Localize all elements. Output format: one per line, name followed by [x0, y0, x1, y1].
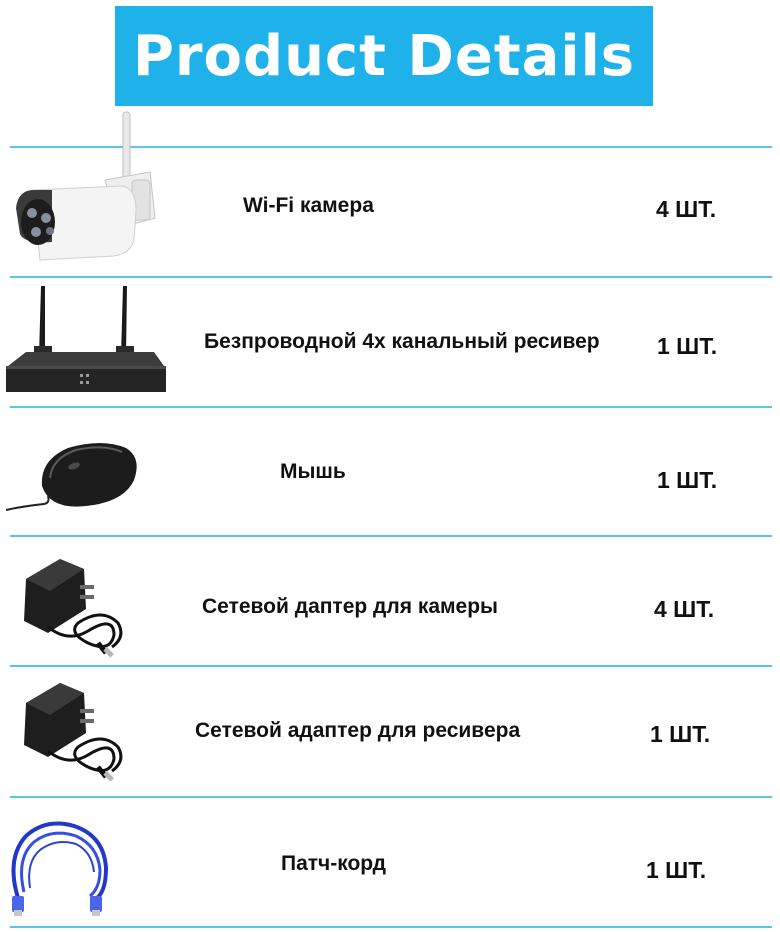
list-item — [0, 798, 780, 926]
item-quantity: 1 ШТ. — [657, 467, 718, 493]
header-banner — [115, 6, 653, 106]
divider — [10, 926, 772, 928]
list-item — [0, 537, 780, 665]
item-quantity: 1 ШТ. — [646, 857, 707, 883]
list-item — [0, 667, 780, 796]
item-name: Сетевой адаптер для ресивера — [195, 719, 521, 742]
power-adapter-icon — [18, 681, 128, 785]
page-title: Product Details — [132, 23, 636, 89]
nvr-receiver-icon — [4, 282, 170, 394]
wifi-camera-icon — [10, 110, 160, 270]
item-quantity: 4 ШТ. — [654, 596, 715, 622]
list-item — [0, 110, 780, 276]
patch-cord-icon — [6, 818, 116, 918]
list-item — [0, 278, 780, 406]
item-name: Патч-корд — [281, 852, 386, 875]
list-item — [0, 408, 780, 535]
power-adapter-icon — [18, 557, 128, 661]
item-name: Мышь — [280, 460, 346, 483]
item-quantity: 1 ШТ. — [650, 721, 711, 747]
item-quantity: 4 ШТ. — [656, 196, 717, 222]
mouse-icon — [4, 434, 144, 518]
item-name: Сетевой даптер для камеры — [202, 595, 498, 618]
item-name: Безпроводной 4х канальный ресивер — [204, 330, 600, 353]
item-quantity: 1 ШТ. — [657, 333, 718, 359]
item-name: Wi-Fi камера — [243, 194, 374, 217]
